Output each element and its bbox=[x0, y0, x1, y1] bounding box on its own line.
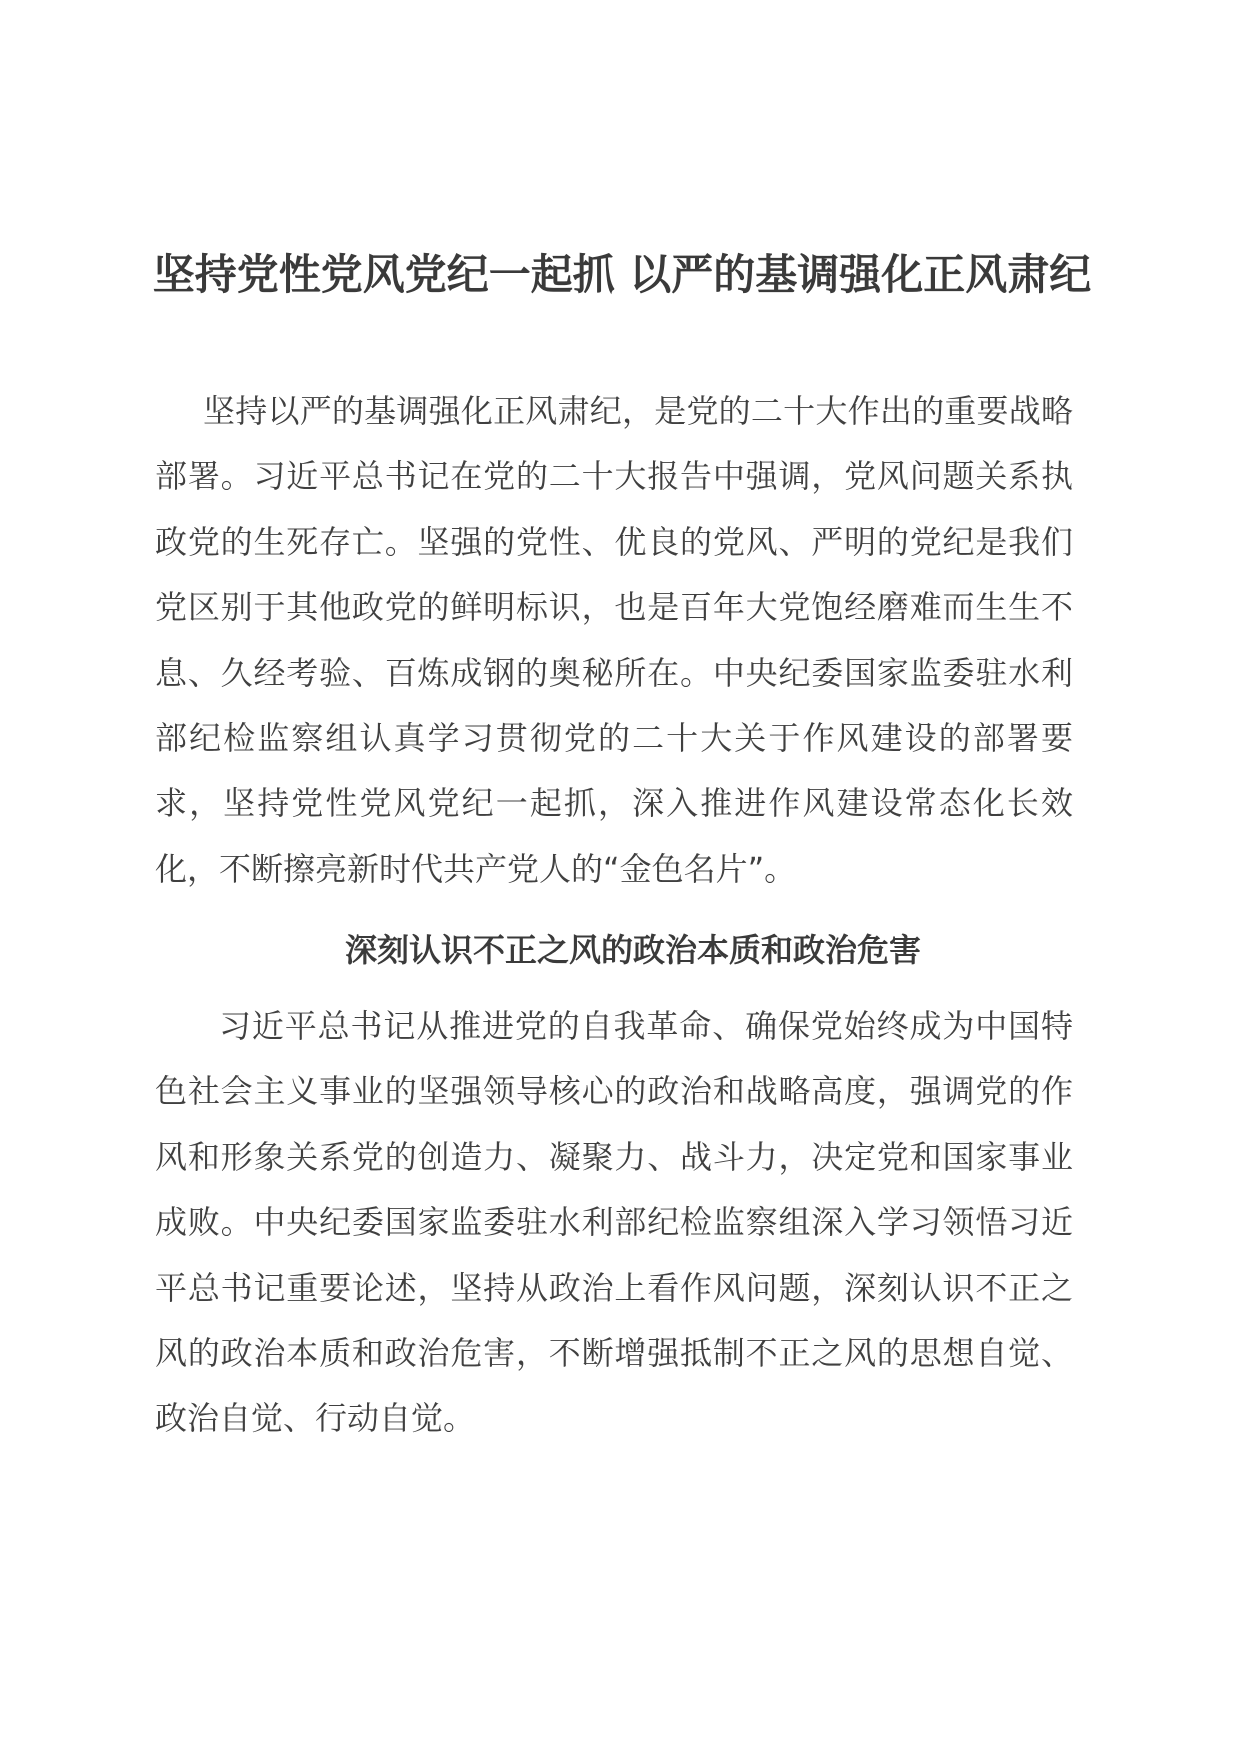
section-heading: 深刻认识不正之风的政治本质和政治危害 bbox=[344, 931, 921, 969]
document-title: 坚持党性党风党纪一起抓 以严的基调强化正风肃纪 bbox=[152, 250, 1092, 299]
intro-paragraph: 坚持以严的基调强化正风肃纪，是党的二十大作出的重要战略部署。习近平总书记在党的二十大报告中强调，党风问题关系执政党的生死存亡。坚强的党性、优良的党风、严明的党纪是我们党区别于其他政党的鲜明标识，也是百年大党饱经磨难而生生不息、久经考验、百炼成钢的奥秘所在。中央纪委国家监委驻水利部纪检监察组认真学习贯彻党的二十大关于作风建设的部署要求，坚持党性党风党纪一起抓，深入推进作风建设常态化长效化，不断擦亮新时代共产党人的“金色名片”。 bbox=[155, 392, 1073, 888]
section-paragraph: 习近平总书记从推进党的自我革命、确保党始终成为中国特色社会主义事业的坚强领导核心的政治和战略高度，强调党的作风和形象关系党的创造力、凝聚力、战斗力，决定党和国家事业成败。中央纪委国家监委驻水利部纪检监察组深入学习领悟习近平总书记重要论述，坚持从政治上看作风问题，深刻认识不正之风的政治本质和政治危害，不断增强抵制不正之风的思想自觉、政治自觉、行动自觉。 bbox=[155, 1007, 1073, 1438]
